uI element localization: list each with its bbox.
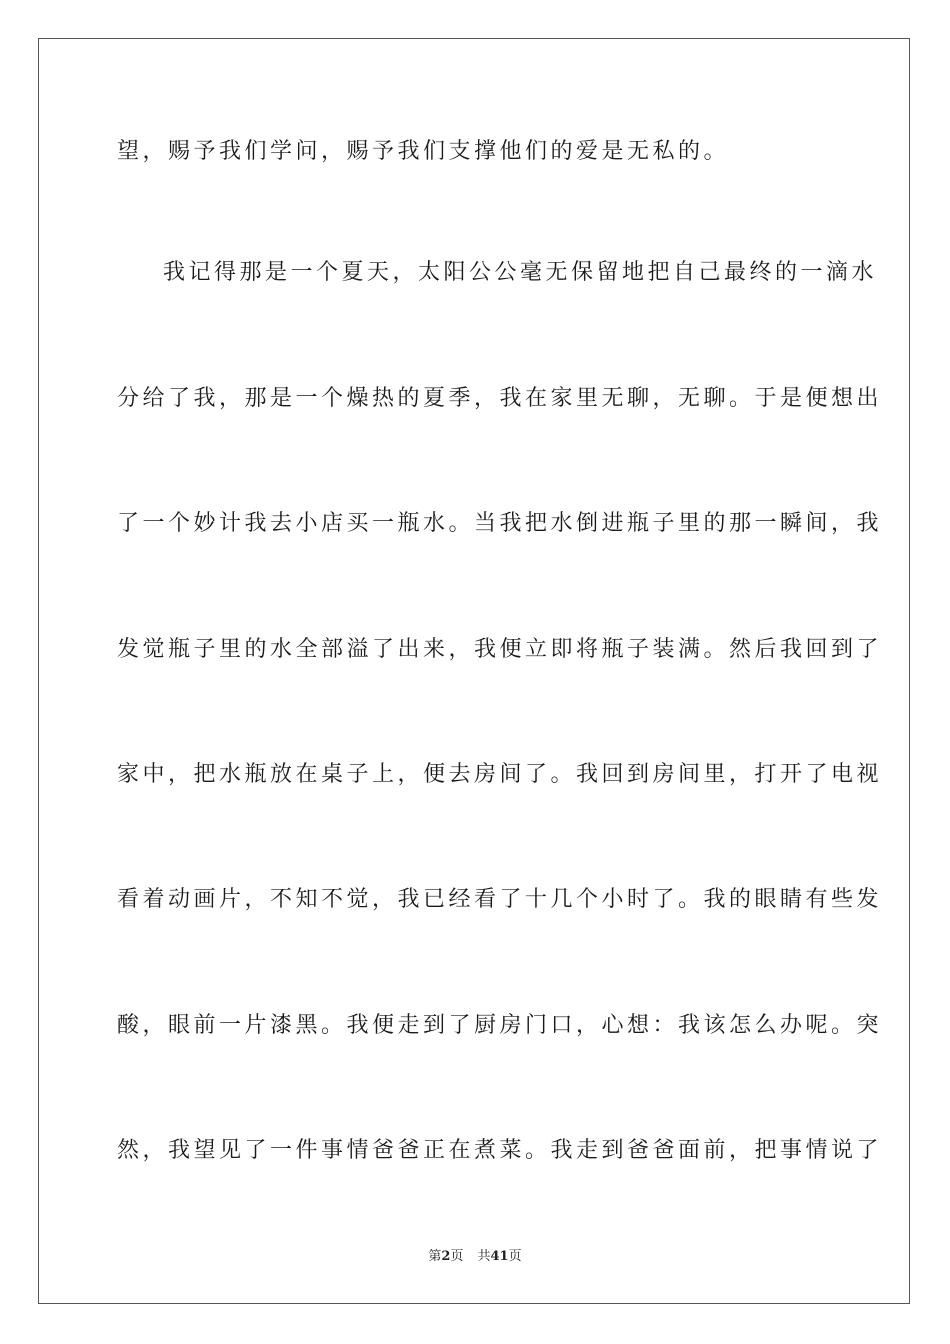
page-footer (0, 1248, 950, 1266)
page-border (38, 38, 910, 1304)
text-line-3: 分给了我，那是一个燥热的夏季，我在家里无聊，无聊。于是便想出 (117, 386, 883, 411)
page-number-label: 第2页 (428, 1249, 464, 1264)
text-line-4: 了一个妙计我去小店买一瓶水。当我把水倒进瓶子里的那一瞬间，我 (117, 511, 883, 536)
total-pages-label: 共41页 (477, 1249, 522, 1264)
text-line-8: 酸，眼前一片漆黑。我便走到了厨房门口，心想：我该怎么办呢。突 (117, 1013, 883, 1038)
text-line-2: 我记得那是一个夏天，太阳公公毫无保留地把自己最终的一滴水 (163, 260, 878, 285)
text-line-5: 发觉瓶子里的水全部溢了出来，我便立即将瓶子装满。然后我回到了 (117, 637, 883, 662)
text-line-1: 望，赐予我们学问，赐予我们支撑他们的爱是无私的。 (117, 139, 730, 164)
text-line-6: 家中，把水瓶放在桌子上，便去房间了。我回到房间里，打开了电视 (117, 762, 883, 787)
text-line-9: 然，我望见了一件事情爸爸正在煮菜。我走到爸爸面前，把事情说了 (117, 1138, 883, 1163)
text-line-7: 看着动画片，不知不觉，我已经看了十几个小时了。我的眼睛有些发 (117, 887, 883, 912)
